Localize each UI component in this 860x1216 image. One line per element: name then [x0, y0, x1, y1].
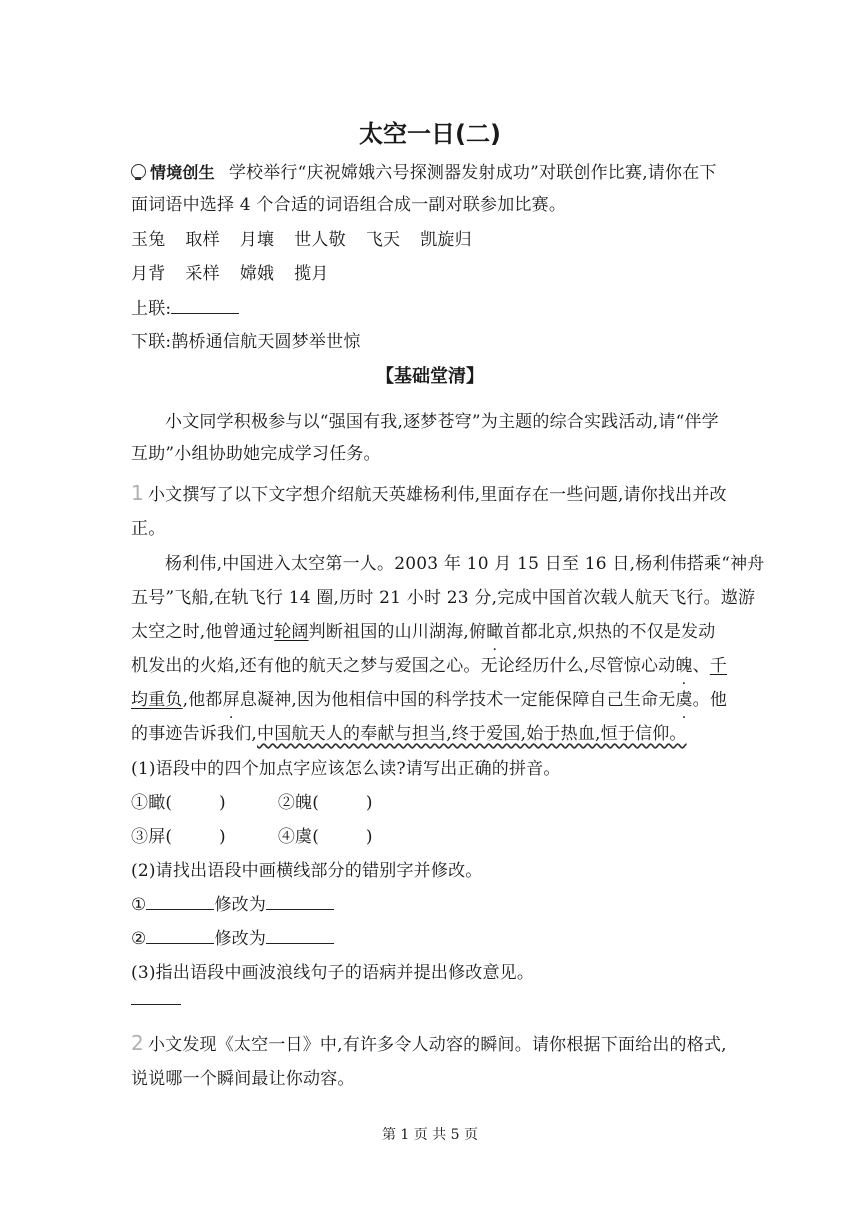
underlined-typo: 轮阔 [274, 622, 309, 642]
underlined-typo: 均重负 [131, 690, 183, 710]
intro-line-1: 情境创生 学校举行“庆祝嫦娥六号探测器发射成功”对联创作比赛,请你在下 [131, 158, 717, 183]
word-item: 月背 [131, 264, 166, 284]
word-item: 揽月 [294, 264, 329, 284]
word-item: 飞天 [365, 230, 401, 250]
q1-sub-3: (3)指出语段中画波浪线句子的语病并提出修改意见。 [131, 963, 535, 983]
lead-line-2: 互助”小组协助她完成学习任务。 [131, 444, 381, 464]
q1-prompt-line-2: 正。 [131, 519, 166, 539]
word-item: 玉兔 [131, 230, 166, 250]
word-bank-row-1 [131, 225, 492, 250]
q1-prompt-line-1: 1 小文撰写了以下文字想介绍航天英雄杨利伟,里面存在一些问题,请你找出并改 [131, 481, 727, 505]
scenario-badge: 情境创生 [131, 163, 215, 182]
word-item: 月壤 [239, 230, 275, 250]
passage-line-5: 均重负,他都屏息凝神,因为他相信中国的科学技术一定能保障自己生命无虞。他 [131, 690, 728, 710]
lightbulb-icon [131, 164, 146, 179]
underlined-typo: 千 [709, 656, 728, 676]
lower-couplet: 下联:鹊桥通信航天圆梦举世惊 [131, 332, 361, 352]
word-bank-row-2 [131, 259, 349, 284]
passage-line-3: 太空之时,他曾通过轮阔判断祖国的山川湖海,俯瞰首都北京,炽热的不仅是发动 [131, 622, 716, 642]
q1-sub-2: (2)请找出语段中画横线部分的错别字并修改。 [131, 861, 483, 881]
passage-line-2: 五号”飞船,在轨飞行 14 圈,历时 21 小时 23 分,完成中国首次载人航天飞行。遨游 [131, 588, 756, 608]
question-number: 2 [131, 1031, 144, 1055]
intro-line-2: 面词语中选择 4 个合适的词语组合成一副对联参加比赛。 [131, 195, 567, 215]
answer-blank[interactable] [131, 1004, 181, 1005]
fix-row-1: ① 修改为 [131, 890, 334, 915]
q2-prompt-line-2: 说说哪一个瞬间最让你动容。 [131, 1069, 355, 1089]
answer-blank[interactable] [146, 893, 214, 910]
dotted-char: 屏 [222, 690, 240, 710]
passage-line-4: 机发出的火焰,还有他的航天之梦与爱国之心。无论经历什么,尽管惊心动魄、千 [131, 656, 728, 676]
question-number: 1 [131, 481, 144, 505]
word-item: 凯旋归 [420, 230, 472, 250]
answer-blank[interactable] [146, 927, 214, 944]
lead-line-1: 小文同学积极参与以“强国有我,逐梦苍穹”为主题的综合实践活动,请“伴学 [165, 412, 719, 432]
pinyin-row-1: ①瞰( ) ②魄( ) [131, 793, 373, 813]
page-title: 太空一日(二) [359, 120, 501, 148]
word-item: 世人敬 [294, 230, 346, 250]
word-item: 采样 [185, 264, 220, 284]
passage-line-1: 杨利伟,中国进入太空第一人。2003 年 10 月 15 日至 16 日,杨利伟搭乘“神舟 [165, 554, 765, 574]
passage-line-6: 的事迹告诉我们,中国航天人的奉献与担当,终于爱国,始于热血,恒于信仰。 [131, 724, 687, 744]
pinyin-row-2: ③屏( ) ④虞( ) [131, 827, 373, 847]
section-heading: 【基础堂清】 [376, 366, 484, 387]
q1-sub-1: (1)语段中的四个加点字应该怎么读?请写出正确的拼音。 [131, 759, 561, 779]
upper-couplet-blank[interactable] [171, 297, 239, 314]
word-item: 取样 [185, 230, 220, 250]
dotted-char: 魄 [675, 656, 693, 676]
sub-3-answer-line[interactable] [131, 990, 181, 1010]
page-footer: 第 1 页 共 5 页 [381, 1127, 479, 1143]
q2-prompt-line-1: 2 小文发现《太空一日》中,有许多令人动容的瞬间。请你根据下面给出的格式, [131, 1031, 727, 1055]
upper-couplet: 上联: [131, 294, 239, 319]
dotted-char: 虞 [675, 690, 693, 710]
word-item: 嫦娥 [239, 264, 275, 284]
dotted-char: 瞰 [486, 622, 504, 642]
answer-blank[interactable] [266, 893, 334, 910]
wavy-sentence: 中国航天人的奉献与担当,终于爱国,始于热血,恒于信仰。 [257, 724, 687, 744]
answer-blank[interactable] [266, 927, 334, 944]
fix-row-2: ② 修改为 [131, 924, 334, 949]
